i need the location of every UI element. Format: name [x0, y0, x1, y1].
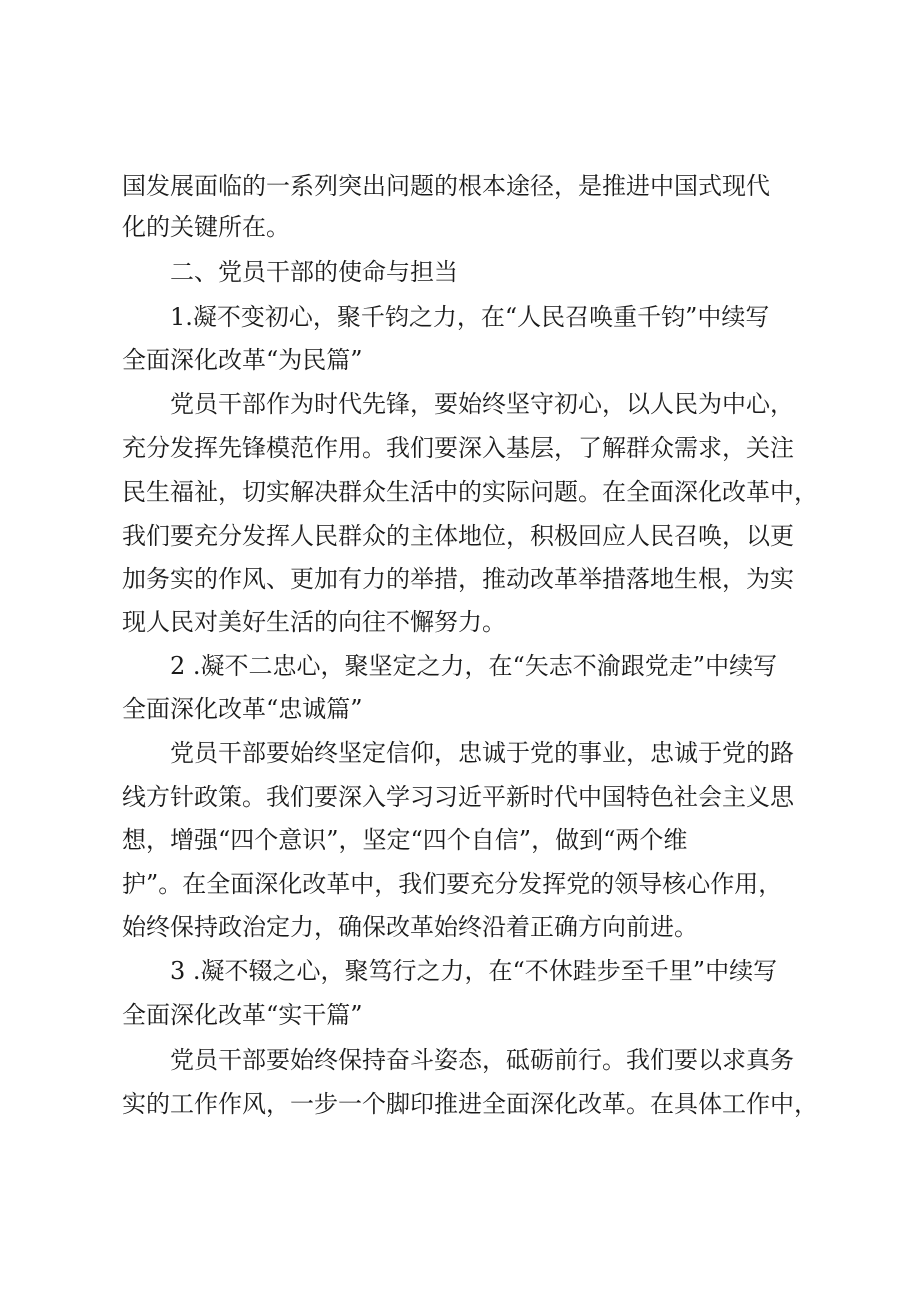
- subsection-heading: 3 .凝不辍之心，聚笃行之力，在“不休跬步至千里”中续写: [170, 957, 778, 985]
- subsection-heading: 1.凝不变初心，聚千钧之力，在“人民召唤重千钧”中续写: [170, 303, 770, 331]
- paragraph-line: 我们要充分发挥人民群众的主体地位，积极回应人民召唤，以更: [122, 522, 794, 550]
- subsection-heading: 全面深化改革“为民篇”: [122, 346, 363, 374]
- paragraph-line: 民生福祉，切实解决群众生活中的实际问题。在全面深化改革中，: [122, 478, 818, 506]
- section-heading: 二、党员干部的使命与担当: [170, 258, 458, 286]
- paragraph-line: 加务实的作风、更加有力的举措，推动改革举措落地生根，为实: [122, 565, 794, 593]
- paragraph-line: 国发展面临的一系列突出问题的根本途径，是推进中国式现代: [122, 172, 770, 200]
- paragraph-line: 始终保持政治定力，确保改革始终沿着正确方向前进。: [122, 913, 698, 941]
- paragraph-line: 充分发挥先锋模范作用。我们要深入基层，了解群众需求，关注: [122, 434, 794, 462]
- paragraph-line: 想，增强“四个意识”，坚定“四个自信”，做到“两个维: [122, 826, 688, 854]
- paragraph-line: 化的关键所在。: [122, 213, 290, 241]
- paragraph-line: 护”。在全面深化改革中，我们要充分发挥党的领导核心作用，: [122, 870, 783, 898]
- subsection-heading: 全面深化改革“实干篇”: [122, 1001, 363, 1029]
- paragraph-line: 线方针政策。我们要深入学习习近平新时代中国特色社会主义思: [122, 783, 794, 811]
- paragraph-line: 党员干部作为时代先锋，要始终坚守初心，以人民为中心，: [170, 390, 794, 418]
- subsection-heading: 全面深化改革“忠诚篇”: [122, 695, 363, 723]
- paragraph-line: 党员干部要始终坚定信仰，忠诚于党的事业，忠诚于党的路: [170, 739, 794, 767]
- paragraph-line: 现人民对美好生活的向往不懈努力。: [122, 608, 506, 636]
- subsection-heading: 2 .凝不二忠心，聚坚定之力，在“矢志不渝跟党走”中续写: [170, 652, 778, 680]
- paragraph-line: 党员干部要始终保持奋斗姿态，砥砺前行。我们要以求真务: [170, 1046, 794, 1074]
- paragraph-line: 实的工作作风，一步一个脚印推进全面深化改革。在具体工作中，: [122, 1090, 818, 1118]
